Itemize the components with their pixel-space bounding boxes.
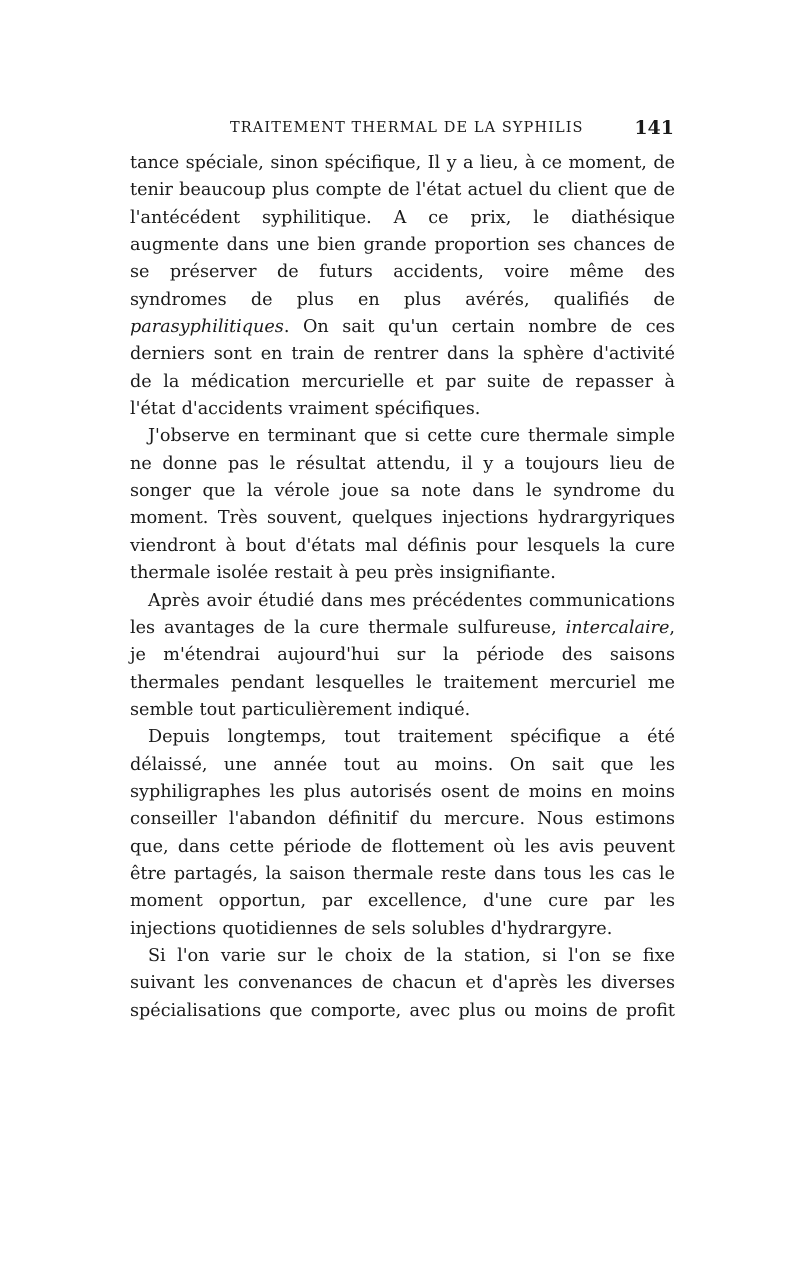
paragraph-3-text-b: , je m'étendrai aujourd'hui sur la période des saisons thermales pendant lesquelles le traitement mercuriel me semble tout particulièrement indiqué. bbox=[130, 617, 675, 720]
paragraph-5: Si l'on varie sur le choix de la station, si l'on se fixe suivant les convenances de chacun et d'après les diverses spécialisations que comporte, avec plus ou moins de profit bbox=[130, 945, 675, 1021]
paragraph-3-italic-term: intercalaire bbox=[565, 617, 670, 638]
paragraph-4: Depuis longtemps, tout traitement spécifique a été délaissé, une année tout au moins. On sait que les syphiligraphes les plus autorisés osent de moins en moins conseiller l'abandon définitif du mercure. Nous estimons que, dans cette période de flottement où les avis peuvent être partagés, la saison thermale reste dans tous les cas le moment opportun, par excellence, d'une cure par les injections quotidiennes de sels solubles d'hydrargyre. bbox=[130, 727, 675, 939]
running-head bbox=[136, 118, 674, 144]
paragraph-1 bbox=[130, 150, 675, 423]
body-text bbox=[130, 150, 675, 1025]
paragraph-1-italic-term: parasyphilitiques bbox=[130, 317, 284, 338]
page-number: 141 bbox=[634, 117, 674, 139]
paragraph-2: J'observe en terminant que si cette cure thermale simple ne donne pas le résultat attendu, il y a toujours lieu de songer que la vérole joue sa note dans le syndrome du moment. Très souvent, quelques injections hydrargyriques viendront à bout d'états mal définis pour lesquels la cure thermale isolée restait à peu près insignifiante. bbox=[130, 426, 675, 584]
paragraph-1-text-b: . On sait qu'un certain nombre de ces derniers sont en train de rentrer dans la sphère d'activité de la médication mercurielle et par suite de repasser à l'état d'accidents vraiment spécifiques. bbox=[130, 317, 675, 420]
paragraph-1-text-a: tance spéciale, sinon spécifique, Il y a lieu, à ce moment, de tenir beaucoup plus compte de l'état actuel du client que de l'antécédent syphilitique. A ce prix, le diathésique augmente dans une bien grande proportion ses chances de se préserver de futurs accidents, voire même des syndromes de plus en plus avérés, qualifiés de bbox=[130, 153, 675, 310]
paragraph-3 bbox=[130, 588, 675, 725]
running-title: TRAITEMENT THERMAL DE LA SYPHILIS bbox=[230, 120, 584, 136]
paragraph-3-text-a: Après avoir étudié dans mes précédentes communications les avantages de la cure thermale sulfureuse, bbox=[130, 590, 675, 638]
